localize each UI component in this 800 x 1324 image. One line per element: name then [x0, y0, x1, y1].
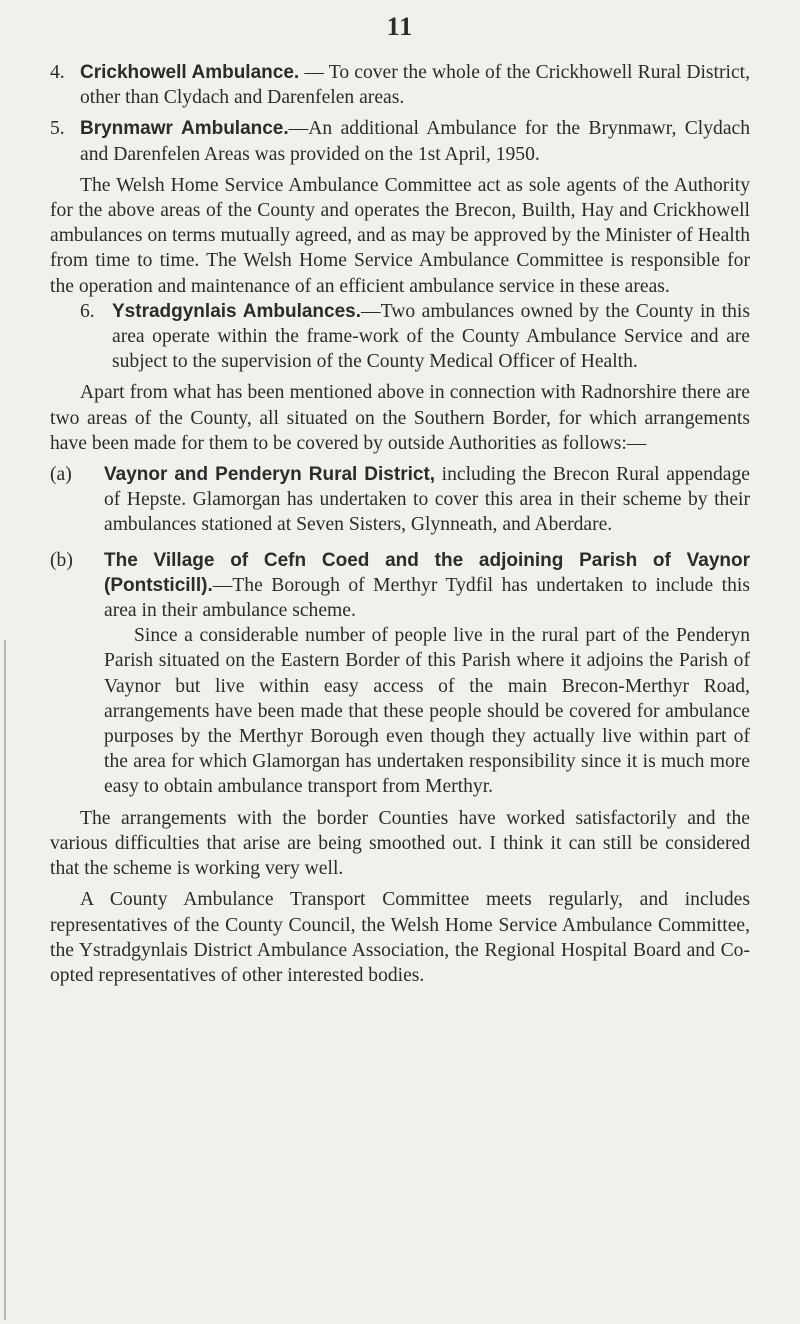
- paragraph-border-arrangements: The arrangements with the border Counties have worked satisfactorily and the various difficulties that arise are being smoothed out. I think it can still be considered that the scheme is working very well.: [50, 807, 750, 880]
- item-heading: Vaynor and Penderyn Rural District,: [104, 464, 436, 486]
- item-cefn-coed-continuation: Since a considerable number of people live in the rural part of the Penderyn Parish situated on the Eastern Border of this Parish where it adjoins the Parish of Vaynor but live within easy access of the main Brecon-Merthyr Road, arrangements have been made that these people should be covered for ambulance purposes by the Merthyr Borough even though they actually live within part of the area for which Glamorgan has undertaken responsibility since it is much more easy to obtain ambulance transport from Merthyr.: [104, 625, 750, 798]
- item-number: (a): [50, 464, 72, 486]
- page-number: 11: [386, 12, 414, 41]
- item-number: 4.: [50, 62, 65, 83]
- item-cefn-coed: [50, 548, 750, 624]
- item-heading: Ystradgynlais Ambulances.: [112, 300, 362, 322]
- paragraph-outside-authorities: Apart from what has been mentioned above in connection with Radnorshire there are two areas of the County, all situated on the Southern Border, for which arrangements have been made for them to be covered by outside Authorities as follows:—: [50, 382, 750, 454]
- page-edge-mark: [4, 640, 6, 1320]
- item-text: including the Brecon Rural appendage of Hepste. Glamorgan has undertaken to cover this area in their scheme by their ambulances stationed at Seven Sisters, Glynneath, and Aberdare.: [104, 464, 750, 536]
- paragraph-welsh-home-service: The Welsh Home Service Ambulance Committee act as sole agents of the Authority for the above areas of the County and operates the Brecon, Builth, Hay and Crickhowell ambulances on terms mutually agreed, and as may be approved by the Minister of Health from time to time. The Welsh Home Service Ambulance Committee is responsible for the operation and maintenance of an efficient ambulance service in these areas.: [50, 174, 750, 297]
- item-number: 5.: [50, 118, 65, 140]
- item-number: (b): [50, 549, 73, 571]
- item-vaynor-penderyn: [50, 462, 750, 538]
- paragraph-transport-committee: A County Ambulance Transport Committee meets regularly, and includes representatives of the County Council, the Welsh Home Service Ambulance Committee, the Ystradgynlais District Ambulance Association, the Regional Hospital Board and Coopted representatives of other interested bodies.: [50, 889, 750, 986]
- item-heading: Crickhowell Ambulance.: [80, 62, 300, 83]
- item-number: 6.: [80, 300, 95, 322]
- item-text: —The Borough of Merthyr Tydfil has undertaken to include this area in their ambulance scheme.: [104, 574, 750, 622]
- item-text: —An additional Ambulance for the Brynmawr, Clydach and Darenfelen Areas was provided on the 1st April, 1950.: [80, 118, 751, 165]
- item-brynmawr-ambulance: [50, 116, 750, 166]
- item-ystradgynlais-ambulances: [50, 299, 750, 375]
- item-text: — To cover the whole of the Crickhowell Rural District, other than Clydach and Darenfelen areas.: [80, 62, 750, 109]
- item-heading: Brynmawr Ambulance.: [80, 118, 289, 140]
- item-text: —Two ambulances owned by the County in this area operate within the frame-work of the County Ambulance Service and are subject to the supervision of the County Medical Officer of Health.: [112, 300, 750, 373]
- item-heading: The Village of Cefn Coed and the adjoining Parish of Vaynor (Pontsticill).: [104, 549, 750, 596]
- item-crickhowell-ambulance: [50, 60, 750, 110]
